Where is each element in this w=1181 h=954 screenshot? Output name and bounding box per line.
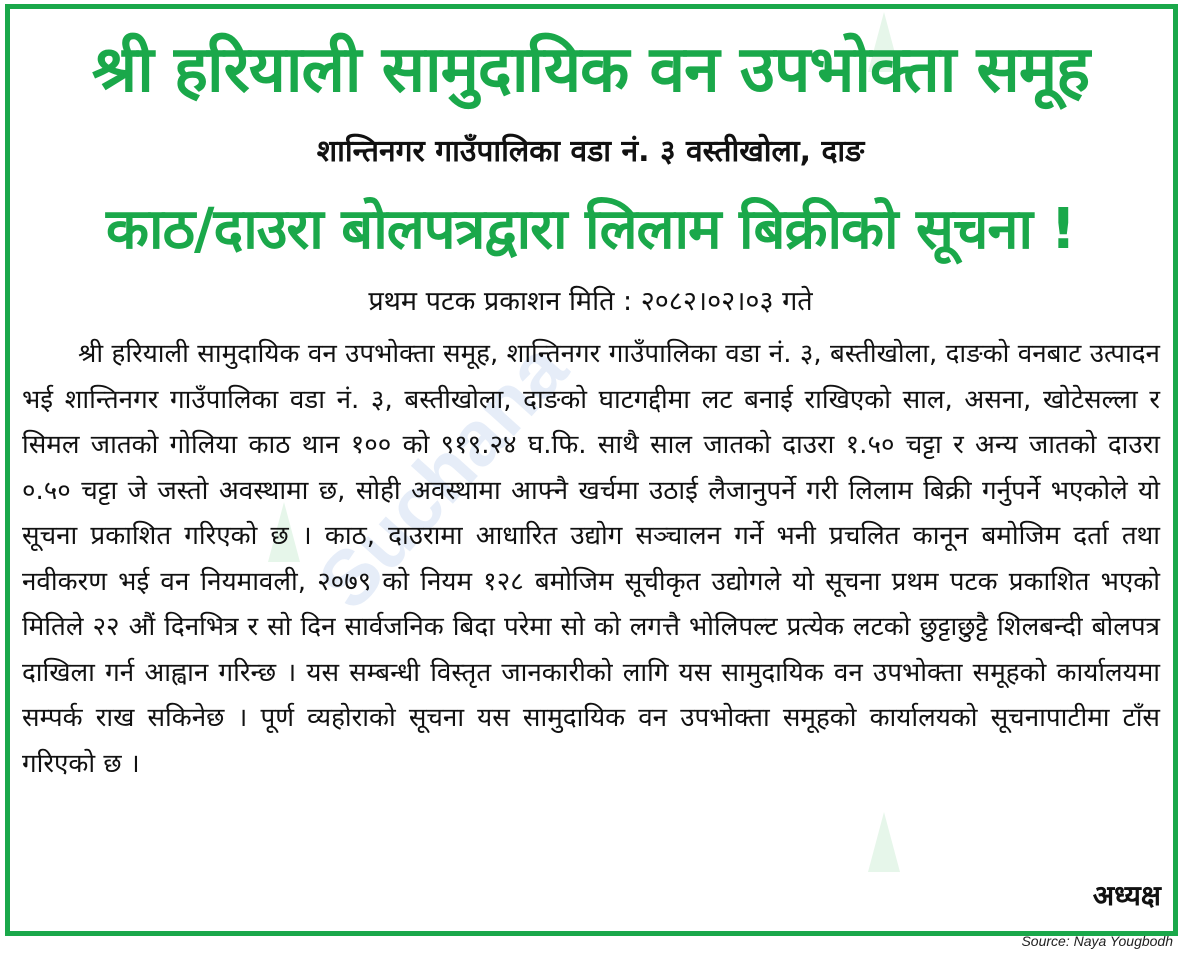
publication-date: प्रथम पटक प्रकाशन मिति : २०८२।०२।०३ गते (368, 286, 813, 317)
notice-subtitle: शान्तिनगर गाउँपालिका वडा नं. ३ वस्तीखोला, दाङ (316, 134, 865, 169)
notice-title: श्री हरियाली सामुदायिक वन उपभोक्ता समूह (91, 33, 1090, 107)
notice-body: श्री हरियाली सामुदायिक वन उपभोक्ता समूह, शान्तिनगर गाउँपालिका वडा नं. ३, बस्तीखोला, दाङको वनबाट उत्पादन भई शान्तिनगर गाउँपालिका वडा नं. ३, बस्तीखोला, दाङको घाटगद्दीमा लट बनाई राखिएको साल, असना, खोटेसल्ला र सिमल जातको गोलिया काठ थान १०० को ९१९.२४ घ.फि. साथै साल जातको दाउरा १.५० चट्टा र अन्य जातको दाउरा ०.५० चट्टा जे जस्तो अवस्थामा छ, सोही अवस्थामा आफ्नै खर्चमा उठाई लैजानुपर्ने गरी लिलाम बिक्री गर्नुपर्ने भएकोले यो सूचना प्रकाशित गरिएको छ । काठ, दाउरामा आधारित उद्योग सञ्चालन गर्ने भनी प्रचलित कानून बमोजिम दर्ता तथा नवीकरण भई वन नियमावली, २०७९ को नियम १२८ बमोजिम सूचीकृत उद्योगले यो सूचना प्रथम पटक प्रकाशित भएको मितिले २२ औं दिनभित्र र सो दिन सार्वजनिक बिदा परेमा सो को लगत्तै भोलिपल्ट प्रत्येक लटको छुट्टाछुट्टै शिलबन्दी बोलपत्र दाखिला गर्न आह्वान गरिन्छ । यस सम्बन्धी विस्तृत जानकारीको लागि यस सामुदायिक वन उपभोक्ता समूहको कार्यालयमा सम्पर्क राख सकिनेछ । पूर्ण व्यहोराको सूचना यस सामुदायिक वन उपभोक्ता समूहको कार्यालयको सूचनापाटीमा टाँस गरिएको छ । (22, 339, 1160, 779)
source-credit: Source: Naya Yougbodh (1021, 933, 1173, 949)
signature: अध्यक्ष (1092, 879, 1161, 912)
watermark-text: Suchana (300, 324, 584, 626)
notice-headline: काठ/दाउरा बोलपत्रद्वारा लिलाम बिक्रीको सूचना ! (105, 197, 1076, 262)
